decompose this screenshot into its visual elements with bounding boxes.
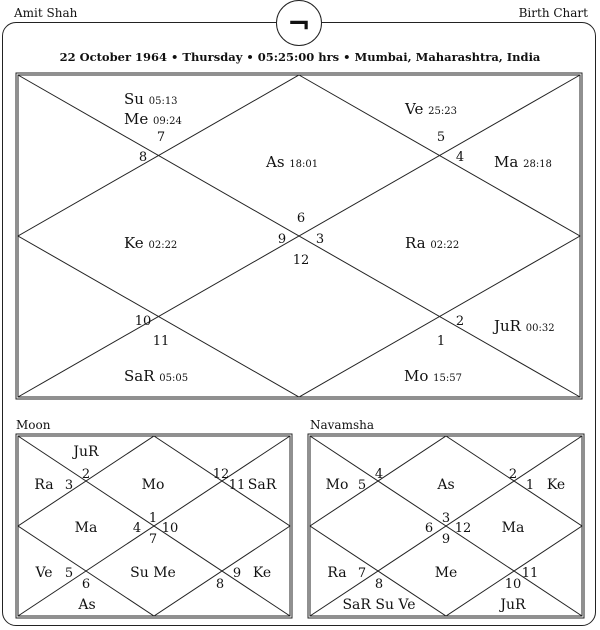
planet-ma: Ma 28:18 [494, 153, 552, 171]
moon-house-num: 4 [132, 521, 142, 536]
moon-planet-ra: Ra [34, 477, 54, 493]
navamsha-chart-label: Navamsha [310, 418, 375, 432]
planet-ra: Ra 02:22 [405, 234, 460, 252]
navamsha-house-num: 1 [525, 478, 535, 493]
navamsha-house-num: 4 [374, 467, 384, 482]
planet-as: As 18:01 [266, 153, 319, 171]
moon-chart [16, 434, 292, 618]
moon-house-num: 3 [64, 478, 74, 493]
moon-house-num: 7 [148, 532, 158, 547]
main-house-num: 3 [315, 232, 325, 247]
person-name: Amit Shah [14, 6, 78, 20]
moon-house-num: 6 [81, 577, 91, 592]
main-planets [124, 90, 555, 385]
main-house-num: 8 [138, 150, 148, 165]
moon-planet-ma: Ma [74, 520, 98, 536]
navamsha-house-num: 7 [357, 566, 367, 581]
navamsha-planet-ra: Ra [327, 565, 347, 581]
navamsha-planet-ke: Ke [546, 477, 566, 493]
planet-ke: Ke 02:22 [124, 234, 178, 252]
navamsha-house-num: 2 [508, 467, 518, 482]
navamsha-house-num: 10 [504, 577, 522, 592]
main-chart [16, 73, 582, 399]
chart-type-label: Birth Chart [518, 6, 588, 20]
planet-su: Su 05:13 [124, 90, 178, 108]
moon-house-num: 5 [64, 566, 74, 581]
navamsha-house-num: 8 [374, 577, 384, 592]
main-house-num: 4 [455, 150, 465, 165]
navamsha-house-num: 9 [441, 532, 451, 547]
main-house-num: 7 [156, 130, 166, 145]
planet-jur: JuR 00:32 [494, 317, 555, 335]
moon-planet-sar: SaR [247, 477, 277, 493]
navamsha-planet-jur: JuR [500, 597, 526, 613]
navamsha-house-num: 6 [424, 521, 434, 536]
navamsha-planet-as: As [437, 477, 455, 493]
planet-sar: SaR 05:05 [124, 367, 189, 385]
moon-planet-ve: Ve [35, 565, 53, 581]
moon-planet-mo: Mo [141, 477, 165, 493]
birth-details: 22 October 1964 • Thursday • 05:25:00 hrs • Mumbai, Maharashtra, India [59, 50, 541, 64]
moon-house-num: 1 [148, 511, 158, 526]
main-house-num: 12 [292, 253, 310, 268]
navamsha-house-num: 3 [441, 511, 451, 526]
moon-planet-jur: JuR [73, 444, 99, 460]
moon-house-num: 11 [228, 478, 246, 493]
logo-icon: ¬ [276, 0, 322, 46]
moon-house-num: 2 [81, 467, 91, 482]
main-house-num: 9 [277, 232, 287, 247]
navamsha-house-num: 5 [357, 478, 367, 493]
moon-house-num: 12 [212, 467, 230, 482]
planet-ve: Ve 25:23 [405, 100, 457, 118]
moon-planet-sume: Su Me [130, 565, 176, 581]
main-house-num: 1 [436, 334, 446, 349]
navamsha-house-num: 11 [521, 566, 539, 581]
moon-house-num: 10 [161, 521, 179, 536]
moon-house-num: 9 [232, 566, 242, 581]
navamsha-planet-me: Me [434, 565, 458, 581]
navamsha-planet-mo: Mo [325, 477, 349, 493]
navamsha-house-num: 12 [454, 521, 472, 536]
navamsha-chart [308, 434, 584, 618]
main-house-num: 11 [152, 334, 170, 349]
navamsha-planet-sar-su-ve: SaR Su Ve [342, 597, 416, 613]
moon-house-num: 8 [215, 577, 225, 592]
moon-chart-label: Moon [16, 418, 51, 432]
main-house-num: 10 [134, 314, 152, 329]
main-house-num: 5 [436, 130, 446, 145]
moon-planet-as: As [78, 597, 96, 613]
planet-mo: Mo 15:57 [404, 367, 462, 385]
main-house-num: 6 [296, 211, 306, 226]
navamsha-planet-ma: Ma [501, 520, 525, 536]
planet-me: Me 09:24 [124, 110, 182, 128]
moon-planet-ke: Ke [252, 565, 272, 581]
main-house-num: 2 [455, 314, 465, 329]
